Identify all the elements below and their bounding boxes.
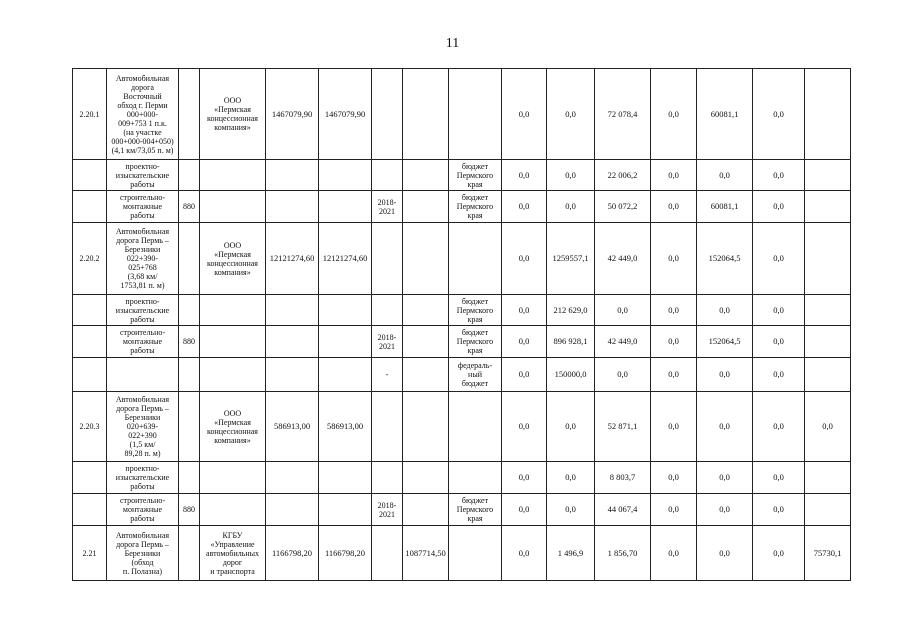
table-cell: 0,0 — [753, 295, 805, 326]
table-cell — [805, 326, 851, 358]
table-cell — [200, 358, 266, 392]
table-cell: 0,0 — [502, 223, 547, 295]
table-cell — [403, 69, 449, 160]
table-cell — [266, 462, 319, 494]
table-cell — [179, 392, 200, 462]
table-row — [73, 160, 851, 191]
table-cell: ООО «Пермская концессионная компания» — [200, 69, 266, 160]
table-cell — [805, 295, 851, 326]
table-cell — [319, 160, 372, 191]
table-cell: 0,0 — [547, 392, 595, 462]
table-cell — [179, 462, 200, 494]
table-cell: 0,0 — [753, 160, 805, 191]
table-cell: Автомобильная дорога Пермь – Березники (обход п. Полазна) — [107, 526, 179, 581]
table-cell — [266, 358, 319, 392]
table-cell: 2.21 — [73, 526, 107, 581]
table-cell — [403, 358, 449, 392]
table-cell: 1467079,90 — [319, 69, 372, 160]
table-cell: 0,0 — [753, 69, 805, 160]
table-cell — [403, 223, 449, 295]
table-cell — [266, 191, 319, 223]
table-cell: 60081,1 — [697, 69, 753, 160]
table-cell: бюджет Пермского края — [449, 326, 502, 358]
table-cell — [319, 326, 372, 358]
table-cell — [372, 295, 403, 326]
table-cell — [805, 191, 851, 223]
table-cell: 0,0 — [651, 69, 697, 160]
table-cell: 1166798,20 — [319, 526, 372, 581]
table-cell — [179, 69, 200, 160]
table-cell — [266, 494, 319, 526]
table-cell: 0,0 — [502, 191, 547, 223]
table-cell: 2018- 2021 — [372, 326, 403, 358]
table-cell — [449, 223, 502, 295]
table-cell: 0,0 — [651, 295, 697, 326]
table-cell — [449, 69, 502, 160]
table-cell: 0,0 — [502, 358, 547, 392]
table-cell: 0,0 — [547, 462, 595, 494]
table-cell — [372, 392, 403, 462]
table-row — [73, 223, 851, 295]
table-cell — [319, 494, 372, 526]
table-cell: 0,0 — [753, 223, 805, 295]
table-cell: проектно- изыскательские работы — [107, 462, 179, 494]
table-cell: Автомобильная дорога Пермь – Березники 020+639- 022+390 (1,5 км/ 89,28 п. м) — [107, 392, 179, 462]
table-cell — [372, 526, 403, 581]
table-cell — [73, 295, 107, 326]
table-cell: 12121274,60 — [319, 223, 372, 295]
table-cell: 2018- 2021 — [372, 494, 403, 526]
table-cell: 0,0 — [697, 295, 753, 326]
table-cell — [449, 462, 502, 494]
table-cell — [403, 295, 449, 326]
table-cell: 0,0 — [651, 358, 697, 392]
table-cell: 586913,00 — [266, 392, 319, 462]
table-row — [73, 462, 851, 494]
table-cell: 150000,0 — [547, 358, 595, 392]
table-cell — [403, 392, 449, 462]
table-cell — [372, 223, 403, 295]
table-cell: 1 856,70 — [595, 526, 651, 581]
table-cell — [179, 358, 200, 392]
table-cell: 586913,00 — [319, 392, 372, 462]
table-cell — [449, 392, 502, 462]
table-cell — [200, 295, 266, 326]
table-cell: 880 — [179, 326, 200, 358]
table-cell — [200, 191, 266, 223]
table-cell: строительно- монтажные работы — [107, 191, 179, 223]
table-cell: проектно- изыскательские работы — [107, 295, 179, 326]
table-cell: - — [372, 358, 403, 392]
table-row — [73, 392, 851, 462]
table-cell: 880 — [179, 191, 200, 223]
page-number: 11 — [445, 36, 460, 51]
table-cell: 1166798,20 — [266, 526, 319, 581]
table-cell — [403, 326, 449, 358]
table-cell — [73, 462, 107, 494]
table-cell — [319, 462, 372, 494]
table-body — [73, 69, 851, 581]
table-cell: 0,0 — [502, 462, 547, 494]
table-cell: 0,0 — [697, 526, 753, 581]
table-cell: 0,0 — [697, 358, 753, 392]
table-cell — [200, 160, 266, 191]
table-cell — [805, 223, 851, 295]
table-cell: федераль- ный бюджет — [449, 358, 502, 392]
table-cell — [319, 295, 372, 326]
table-cell: 0,0 — [651, 462, 697, 494]
table-cell: 0,0 — [651, 526, 697, 581]
table-row — [73, 191, 851, 223]
table-cell — [805, 69, 851, 160]
table-cell — [73, 191, 107, 223]
table-cell: 0,0 — [697, 392, 753, 462]
table-cell: 0,0 — [651, 494, 697, 526]
table-cell — [73, 160, 107, 191]
table-cell: бюджет Пермского края — [449, 191, 502, 223]
table-cell: 0,0 — [547, 160, 595, 191]
table-cell: 0,0 — [547, 69, 595, 160]
table-cell: 2.20.1 — [73, 69, 107, 160]
table-cell — [805, 462, 851, 494]
table-cell — [179, 160, 200, 191]
table-row — [73, 526, 851, 581]
table-cell — [179, 526, 200, 581]
table-cell: Автомобильная дорога Восточный обход г. Перми 000+000- 009+753 1 п.к. (на участке 000+000-004+050) (4,1 км/73,05 п. м) — [107, 69, 179, 160]
table-cell: 0,0 — [502, 326, 547, 358]
table-cell: 1259557,1 — [547, 223, 595, 295]
table-cell: 72 078,4 — [595, 69, 651, 160]
table-cell: 0,0 — [753, 462, 805, 494]
table-cell: 0,0 — [753, 392, 805, 462]
table-cell: КГБУ «Управление автомобильных дорог и транспорта — [200, 526, 266, 581]
table-cell: 0,0 — [651, 160, 697, 191]
table-cell: 0,0 — [502, 160, 547, 191]
table-cell: 0,0 — [547, 494, 595, 526]
table-cell: 0,0 — [753, 191, 805, 223]
table-cell: 0,0 — [502, 494, 547, 526]
table-cell: 52 871,1 — [595, 392, 651, 462]
table-cell — [200, 462, 266, 494]
table-cell — [805, 358, 851, 392]
table-cell — [403, 462, 449, 494]
table-cell: 212 629,0 — [547, 295, 595, 326]
table-cell: 880 — [179, 494, 200, 526]
table-cell — [403, 191, 449, 223]
table-cell: бюджет Пермского края — [449, 494, 502, 526]
table-cell — [372, 160, 403, 191]
table-cell: бюджет Пермского края — [449, 295, 502, 326]
table-cell: бюджет Пермского края — [449, 160, 502, 191]
table-cell: 2.20.2 — [73, 223, 107, 295]
table-cell: 0,0 — [502, 392, 547, 462]
table-cell — [73, 358, 107, 392]
table-cell: 0,0 — [651, 326, 697, 358]
table-cell: 0,0 — [753, 494, 805, 526]
table-row — [73, 326, 851, 358]
table-cell: 152064,5 — [697, 326, 753, 358]
table-cell: 8 803,7 — [595, 462, 651, 494]
table-cell: 0,0 — [651, 223, 697, 295]
budget-table — [72, 68, 851, 581]
table-cell — [403, 160, 449, 191]
table-row — [73, 295, 851, 326]
table-cell: 0,0 — [805, 392, 851, 462]
table-cell — [107, 358, 179, 392]
table-cell — [266, 160, 319, 191]
table-cell: 0,0 — [651, 191, 697, 223]
table-cell: ООО «Пермская концессионная компания» — [200, 223, 266, 295]
table-cell: 75730,1 — [805, 526, 851, 581]
table-cell: 0,0 — [651, 392, 697, 462]
table-cell: ООО «Пермская концессионная компания» — [200, 392, 266, 462]
table-cell — [200, 494, 266, 526]
table-cell: 0,0 — [753, 358, 805, 392]
table-cell: 50 072,2 — [595, 191, 651, 223]
table-cell — [403, 494, 449, 526]
table-cell — [805, 160, 851, 191]
table-cell: 0,0 — [502, 295, 547, 326]
table-cell — [449, 526, 502, 581]
table-cell — [372, 462, 403, 494]
table-row — [73, 69, 851, 160]
table-cell — [372, 69, 403, 160]
table-cell: 42 449,0 — [595, 223, 651, 295]
table-cell — [266, 326, 319, 358]
table-cell: 42 449,0 — [595, 326, 651, 358]
table-cell: 22 006,2 — [595, 160, 651, 191]
table-cell — [805, 494, 851, 526]
table-cell — [73, 494, 107, 526]
table-cell — [319, 191, 372, 223]
table-cell — [266, 295, 319, 326]
table-cell: 1087714,50 — [403, 526, 449, 581]
table-cell: 0,0 — [595, 295, 651, 326]
table-cell: 0,0 — [595, 358, 651, 392]
table-cell: 152064,5 — [697, 223, 753, 295]
table-cell — [179, 295, 200, 326]
table-cell: 0,0 — [697, 494, 753, 526]
table-cell — [319, 358, 372, 392]
table-cell: 1467079,90 — [266, 69, 319, 160]
table-cell: 0,0 — [502, 69, 547, 160]
table-cell: Автомобильная дорога Пермь – Березники 022+390- 025+768 (3,68 км/ 1753,81 п. м) — [107, 223, 179, 295]
table-cell: 1 496,9 — [547, 526, 595, 581]
table-cell: строительно- монтажные работы — [107, 494, 179, 526]
table-cell: 12121274,60 — [266, 223, 319, 295]
table-cell: 0,0 — [502, 526, 547, 581]
table-cell: 0,0 — [753, 326, 805, 358]
table-cell: 896 928,1 — [547, 326, 595, 358]
table-cell: 2018- 2021 — [372, 191, 403, 223]
table-row — [73, 494, 851, 526]
table-cell: 60081,1 — [697, 191, 753, 223]
table-cell: 0,0 — [547, 191, 595, 223]
table-cell: 0,0 — [753, 526, 805, 581]
table-cell: 2.20.3 — [73, 392, 107, 462]
table-cell: проектно- изыскательские работы — [107, 160, 179, 191]
table-cell — [200, 326, 266, 358]
table-cell — [73, 326, 107, 358]
table-cell: 0,0 — [697, 160, 753, 191]
table-row — [73, 358, 851, 392]
table-cell — [179, 223, 200, 295]
table-cell: 44 067,4 — [595, 494, 651, 526]
table-cell: строительно- монтажные работы — [107, 326, 179, 358]
table-cell: 0,0 — [697, 462, 753, 494]
